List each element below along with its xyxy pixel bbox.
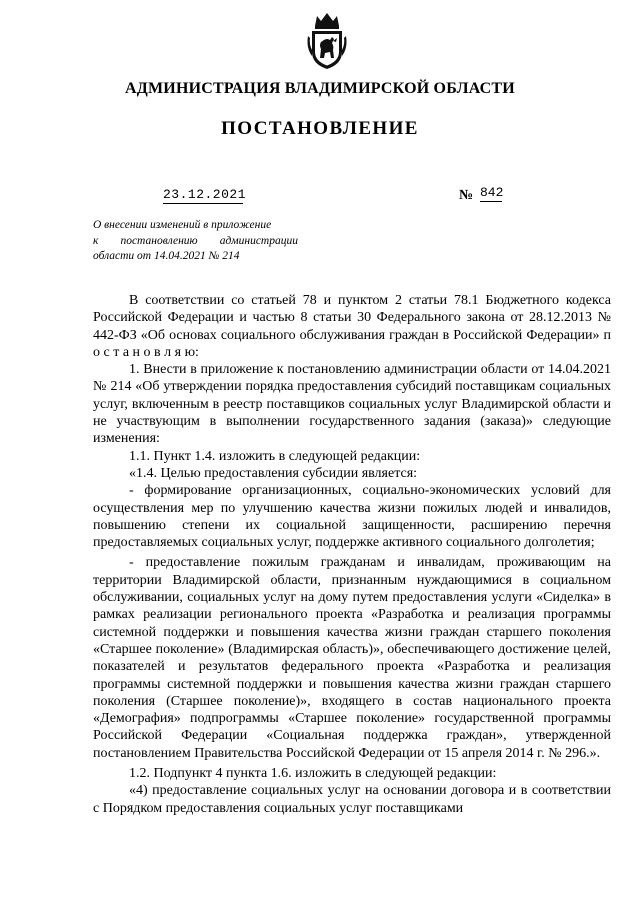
body-paragraph: 1.2. Подпункт 4 пункта 1.6. изложить в следующей редакции: — [129, 766, 497, 782]
body-paragraph: - формирование организационных, социально-экономических условий для осуществления мер по улучшению качества жизни пожилых людей и инвалидов, повышению степени их социальной защищенности, расширению перечня предоставляемых социальных услуг, поддержке активного социального долголетия; — [93, 483, 611, 551]
body-paragraph: «4) предоставление социальных услуг на основании договора и в соответствии с Порядком предоставления социальных услуг поставщиками — [93, 783, 611, 816]
document-body — [93, 292, 611, 817]
body-paragraph: 1.1. Пункт 1.4. изложить в следующей редакции: — [129, 448, 421, 464]
body-paragraph: - предоставление пожилым гражданам и инвалидам, проживающим на территории Владимирской области, признанным нуждающимися в социальном обслуживании, социальных услуг на дому путем предоставления услуги «Сиделка» в рамках реализации регионального проекта «Разработка и реализация программы системной поддержки и повышения качества жизни граждан старшего поколения «Старшее поколение» (Владимирская область)», обеспечивающего достижение целей, показателей и результатов федерального проекта «Разработка и реализация программы системной поддержки и повышения качества жизни граждан старшего поколения (Старшее поколение)», входящего в состав национального проекта «Демография» подпрограммы «Старшее поколение» государственной программы Российской Федерации «Социальная поддержка граждан», утвержденной постановлением Правительства Российской Федерации от 15 апреля 2014 г. № 296.». — [93, 555, 611, 761]
subject-line: О внесении изменений в приложение — [93, 219, 272, 231]
coat-of-arms-icon — [306, 12, 348, 70]
body-paragraph: «1.4. Целью предоставления субсидии является: — [129, 465, 418, 481]
body-paragraph: В соответствии со статьей 78 и пунктом 2 статьи 78.1 Бюджетного кодекса Российской Федерации и частью 8 статьи 30 Федерального закона от 28.12.2013 № 442-ФЗ «Об основах социального обслуживания граждан в Российской Федерации» п о с т а н о в л я ю: — [93, 293, 611, 360]
number-label: № — [459, 188, 474, 203]
subject-line: области от 14.04.2021 № 214 — [93, 250, 240, 262]
organization-name: АДМИНИСТРАЦИЯ ВЛАДИМИРСКОЙ ОБЛАСТИ — [125, 80, 515, 97]
body-paragraph: 1. Внести в приложение к постановлению администрации области от 14.04.2021 № 214 «Об утверждении порядка предоставления субсидий поставщикам социальных услуг, включенным в реестр поставщиков социальных услуг Владимирской области и не участвующим в выполнении государственного задания (заказа)» следующие изменения: — [93, 362, 611, 447]
document-subject — [93, 218, 298, 265]
subject-line: к постановлению администрации — [93, 234, 298, 247]
document-date: 23.12.2021 — [163, 187, 247, 202]
document-type-title: ПОСТАНОВЛЕНИЕ — [221, 118, 419, 139]
document-number: 842 — [480, 185, 504, 200]
